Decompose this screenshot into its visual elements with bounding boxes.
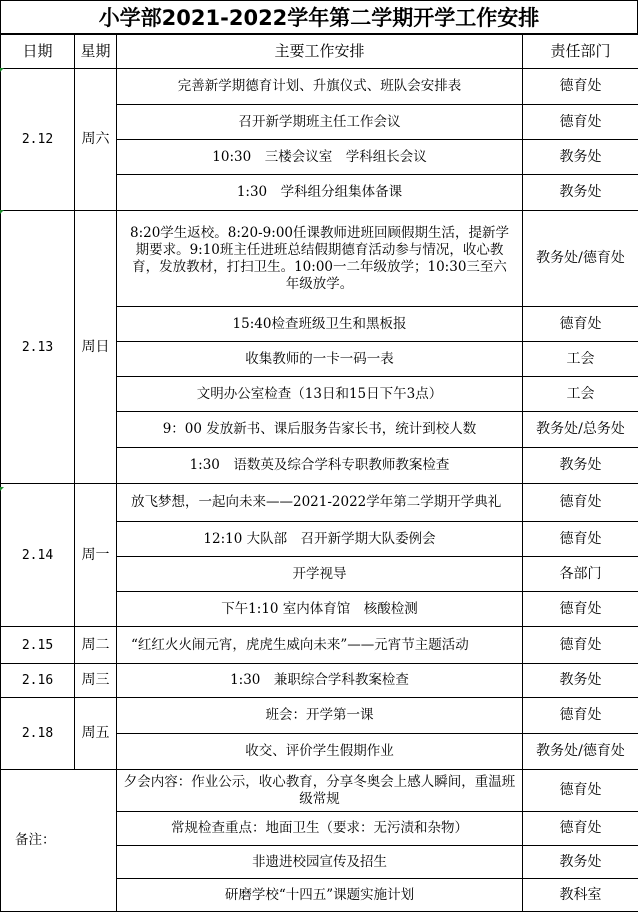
weekday-cell: 周二 (75, 627, 117, 664)
date-cell: 2.14 (1, 484, 75, 627)
task-cell: 12:10 大队部 召开新学期大队委例会 (117, 522, 523, 557)
dept-cell: 工会 (523, 377, 638, 412)
task-cell: 10:30 三楼会议室 学科组长会议 (117, 140, 523, 175)
date-cell: 2.16 (1, 664, 75, 698)
dept-cell: 德育处 (523, 592, 638, 627)
task-cell: 1:30 语数英及综合学科专职教师教案检查 (117, 448, 523, 484)
dept-cell: 德育处 (523, 522, 638, 557)
dept-cell: 各部门 (523, 557, 638, 592)
header-date: 日期 (1, 35, 75, 69)
header-task: 主要工作安排 (117, 35, 523, 69)
table-row (1, 211, 638, 307)
task-cell: 1:30 学科组分组集体备课 (117, 175, 523, 211)
task-cell: 文明办公室检查（13日和15日下午3点） (117, 377, 523, 412)
dept-cell: 德育处 (523, 770, 638, 812)
weekday-cell: 周五 (75, 698, 117, 770)
task-cell: 收集教师的一卡一码一表 (117, 342, 523, 377)
task-cell: 放飞梦想，一起向未来——2021-2022学年第二学期开学典礼 (117, 484, 523, 522)
header-row (1, 35, 638, 69)
table-row (1, 69, 638, 105)
task-cell: 常规检查重点：地面卫生（要求：无污渍和杂物） (117, 812, 523, 846)
task-cell: “红红火火闹元宵，虎虎生威向未来”——元宵节主题活动 (117, 627, 523, 664)
dept-cell: 德育处 (523, 484, 638, 522)
table-row (1, 484, 638, 522)
header-dept: 责任部门 (523, 35, 638, 69)
table-row (1, 627, 638, 664)
weekday-cell: 周三 (75, 664, 117, 698)
cell-marker (0, 68, 4, 72)
task-cell: 15:40检查班级卫生和黑板报 (117, 307, 523, 342)
dept-cell: 教务处 (523, 846, 638, 879)
task-cell: 下午1:10 室内体育馆 核酸检测 (117, 592, 523, 627)
task-cell: 开学视导 (117, 557, 523, 592)
dept-cell: 德育处 (523, 307, 638, 342)
dept-cell: 德育处 (523, 627, 638, 664)
dept-cell: 德育处 (523, 698, 638, 734)
weekday-cell: 周日 (75, 211, 117, 484)
cell-marker (0, 487, 4, 491)
dept-cell: 工会 (523, 342, 638, 377)
dept-cell: 教务处 (523, 448, 638, 484)
task-cell: 召开新学期班主任工作会议 (117, 105, 523, 140)
task-cell: 班会：开学第一课 (117, 698, 523, 734)
date-cell: 2.18 (1, 698, 75, 770)
task-cell: 研磨学校“十四五”课题实施计划 (117, 879, 523, 912)
cell-marker (0, 210, 4, 214)
task-cell: 1:30 兼职综合学科教案检查 (117, 664, 523, 698)
dept-cell: 教务处 (523, 140, 638, 175)
date-cell: 2.15 (1, 627, 75, 664)
task-cell: 9：00 发放新书、课后服务告家长书，统计到校人数 (117, 412, 523, 448)
dept-cell: 教科室 (523, 879, 638, 912)
date-cell: 2.13 (1, 211, 75, 484)
dept-cell: 德育处 (523, 69, 638, 105)
task-cell: 8:20学生返校。8:20-9:00任课教师进班回顾假期生活，提新学期要求。9:10班主任进班总结假期德育活动参与情况，收心教育，发放教材，打扫卫生。10:00一二年级放学；10:30三至六年级放学。 (117, 211, 523, 307)
table-row (1, 698, 638, 734)
task-cell: 非遗进校园宣传及招生 (117, 846, 523, 879)
date-cell: 2.12 (1, 69, 75, 211)
task-cell: 完善新学期德育计划、升旗仪式、班队会安排表 (117, 69, 523, 105)
dept-cell: 德育处 (523, 812, 638, 846)
table-row (1, 664, 638, 698)
dept-cell: 教务处/德育处 (523, 734, 638, 770)
dept-cell: 教务处/总务处 (523, 412, 638, 448)
weekday-cell: 周六 (75, 69, 117, 211)
task-cell: 夕会内容：作业公示，收心教育，分享冬奥会上感人瞬间，重温班级常规 (117, 770, 523, 812)
schedule-table (0, 34, 638, 912)
dept-cell: 教务处 (523, 664, 638, 698)
dept-cell: 教务处 (523, 175, 638, 211)
task-cell: 收交、评价学生假期作业 (117, 734, 523, 770)
dept-cell: 德育处 (523, 105, 638, 140)
page-title: 小学部2021-2022学年第二学期开学工作安排 (0, 0, 638, 34)
header-weekday: 星期 (75, 35, 117, 69)
weekday-cell: 周一 (75, 484, 117, 627)
table-row (1, 770, 638, 812)
dept-cell: 教务处/德育处 (523, 211, 638, 307)
notes-label: 备注： (1, 770, 117, 912)
